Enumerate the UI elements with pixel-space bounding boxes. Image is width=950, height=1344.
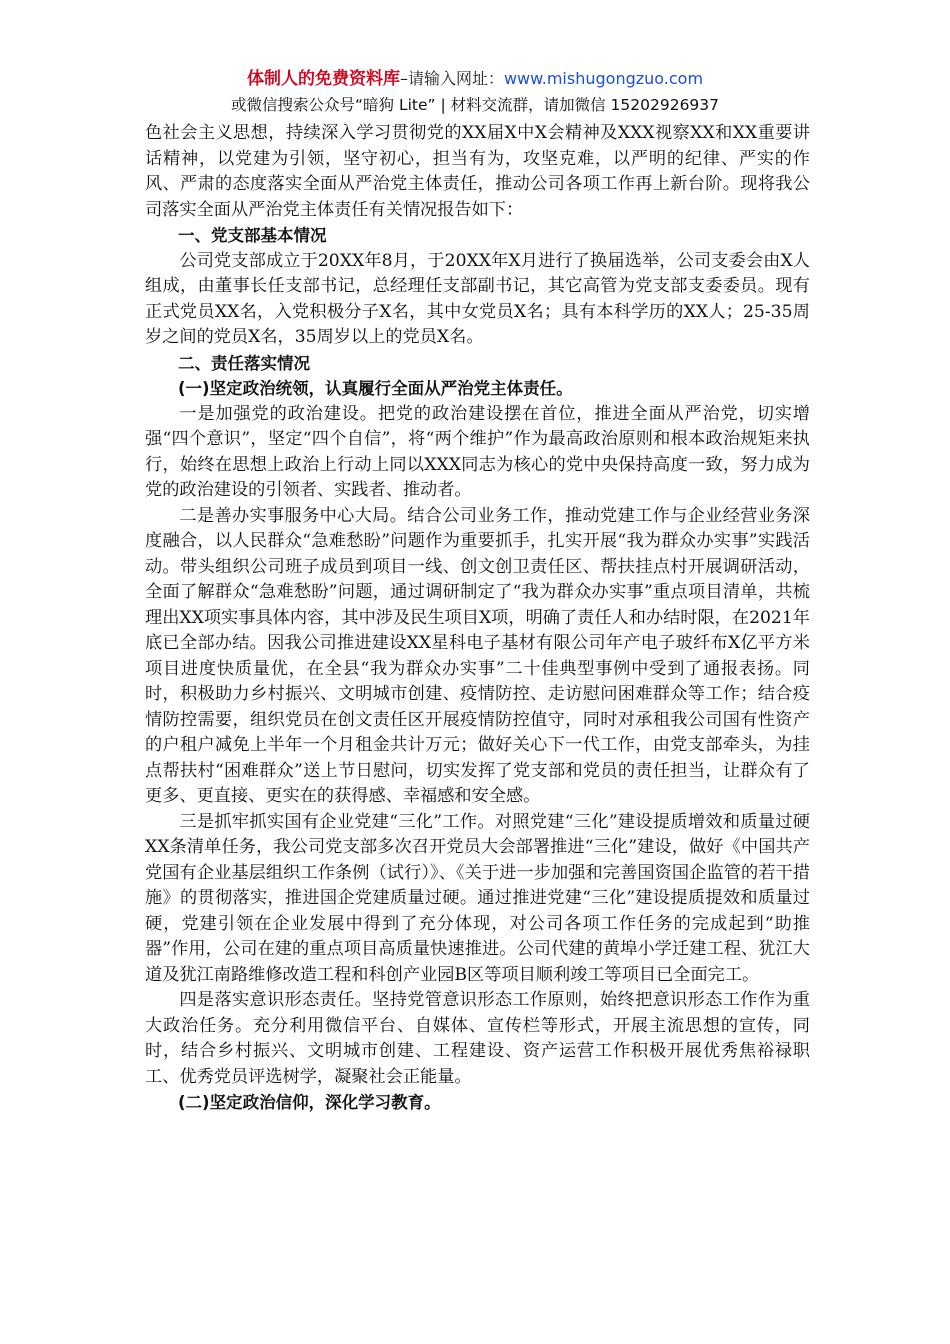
section-heading: 一、党支部基本情况: [178, 226, 327, 245]
paragraph: 二是善办实事服务中心大局。结合公司业务工作，推动党建工作与企业经营业务深度融合，以人民群众“急难愁盼”问题作为重要抓手，扎实开展“我为群众办实事”实践活动。带头组织公司班子成员到项目一线、创文创卫责任区、帮扶挂点村开展调研活动，全面了解群众“急难愁盼”问题，通过调研制定了“我为群众办实事”重点项目清单，共梳理出XX项实事具体内容，其中涉及民生项目X项，明确了责任人和办结时限，在2021年底已全部办结。因我公司推进建设XX星科电子基材有限公司年产电子玻纤布X亿平方米项目进度快质量优，在全县“我为群众办实事”二十佳典型事例中受到了通报表扬。同时，积极助力乡村振兴、文明城市创建、疫情防控、走访慰问困难群众等工作；结合疫情防控需要，组织党员在创文责任区开展疫情防控值守，同时对承租我公司国有性资产的户租户减免上半年一个月租金共计万元；做好关心下一代工作，由党支部牵头，为挂点帮扶村“困难群众”送上节日慰问，切实发挥了党支部和党员的责任担当，让群众有了更多、更直接、更实在的获得感、幸福感和安全感。: [145, 505, 810, 806]
paragraph: 色社会主义思想，持续深入学习贯彻党的XX届X中X会精神及XXX视察XX和XX重要讲话精神，以党建为引领，坚守初心，担当有为，攻坚克难，以严明的纪律、严实的作风、严肃的态度落实全面从严治党主体责任，推动公司各项工作再上新台阶。现将我公司落实全面从严治党主体责任有关情况报告如下：: [145, 123, 810, 220]
document-body: [145, 121, 810, 1116]
paragraph: 三是抓牢抓实国有企业党建“三化”工作。对照党建“三化”建设提质增效和质量过硬XX条清单任务，我公司党支部多次召开党员大会部署推进“三化”建设，做好《中国共产党国有企业基层组织工作条例（试行）》、《关于进一步加强和完善国资国企监管的若干措施》的贯彻落实，推进国企党建质量过硬。通过推进党建“三化”建设提质提效和质量过硬，党建引领在企业发展中得到了充分体现，对公司各项工作任务的完成起到“助推器”作用，公司在建的重点项目高质量快速推进。公司代建的黄埠小学迁建工程、犹江大道及犹江南路维修改造工程和科创产业园B区等项目顺利竣工等项目已全面完工。: [145, 811, 810, 985]
paragraph: 一是加强党的政治建设。把党的政治建设摆在首位，推进全面从严治党，切实增强“四个意识”，坚定“四个自信”，将“两个维护”作为最高政治原则和根本政治规矩来执行，始终在思想上政治上行动上同以XXX同志为核心的党中央保持高度一致，努力成为党的政治建设的引领者、实践者、推动者。: [145, 403, 810, 500]
header-line-2: 或微信搜索公众号“暗狗 Lite” | 材料交流群，请加微信 15202926937: [230, 96, 720, 114]
section-heading: 二、责任落实情况: [178, 353, 310, 373]
paragraph: 公司党支部成立于20XX年8月，于20XX年X月进行了换届选举，公司支委会由X人组成，由董事长任支部书记，总经理任支部副书记，其它高管为党支部支委委员。现有正式党员XX名，入党积极分子X名，其中女党员X名；具有本科学历的XX人；25-35周岁之间的党员X名，35周岁以上的党员X名。: [145, 250, 810, 347]
header-url-link[interactable]: www.mishugongzuo.com: [503, 69, 704, 88]
page-header: [0, 66, 950, 118]
header-brand: 体制人的免费资料库: [246, 69, 400, 89]
paragraph: 四是落实意识形态责任。坚持党管意识形态工作原则，始终把意识形态工作作为重大政治任务。充分利用微信平台、自媒体、宣传栏等形式，开展主流思想的宣传，同时，结合乡村振兴、文明城市创建、工程建设、资产运营工作积极开展优秀焦裕禄职工、优秀党员评选树学，凝聚社会正能量。: [145, 990, 810, 1087]
subsection-heading: (一)坚定政治统领，认真履行全面从严治党主体责任。: [178, 379, 573, 398]
header-prompt: –请输入网址：: [399, 69, 504, 88]
header-line-1: [0, 66, 950, 92]
subsection-heading: (二)坚定政治信仰，深化学习教育。: [178, 1093, 441, 1112]
